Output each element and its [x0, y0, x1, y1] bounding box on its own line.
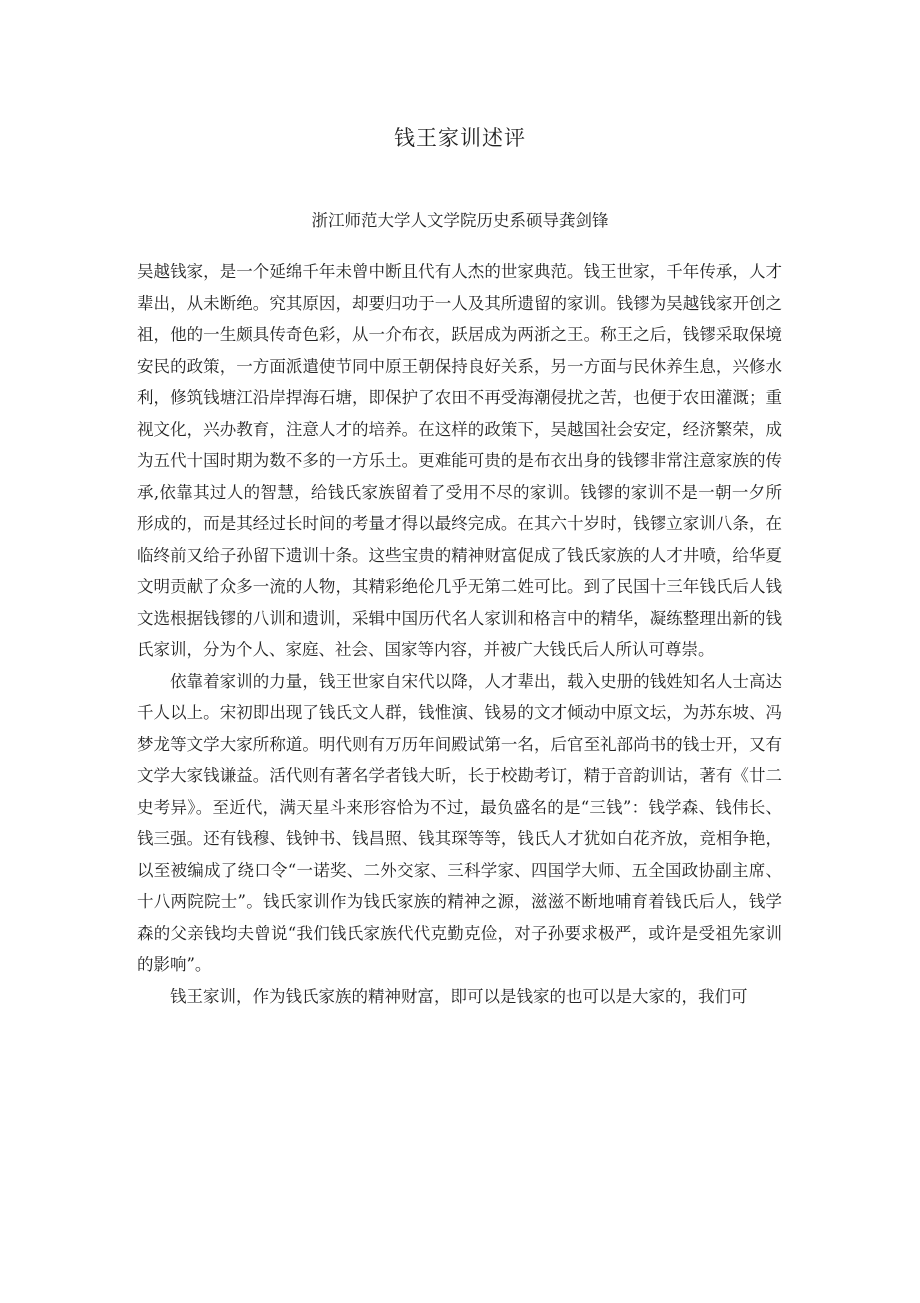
paragraph-1: 吴越钱家，是一个延绵千年未曾中断且代有人杰的世家典范。钱王世家，千年传承，人才辈出，从未断绝。究其原因，却要归功于一人及其所遗留的家训。钱镠为吴越钱家开创之祖，他的一生颇具传奇色彩，从一介布衣，跃居成为两浙之王。称王之后，钱镠采取保境安民的政策，一方面派遣使节同中原王朝保持良好关系，另一方面与民休养生息，兴修水利，修筑钱塘江沿岸捍海石塘，即保护了农田不再受海潮侵扰之苦，也便于农田灌溉；重视文化，兴办教育，注意人才的培养。在这样的政策下，吴越国社会安定，经济繁荣，成为五代十国时期为数不多的一方乐土。更难能可贵的是布衣出身的钱镠非常注意家族的传承,依靠其过人的智慧，给钱氏家族留着了受用不尽的家训。钱镠的家训不是一朝一夕所形成的，而是其经过长时间的考量才得以最终完成。在其六十岁时，钱镠立家训八条，在临终前又给子孙留下遗训十条。这些宝贵的精神财富促成了钱氏家族的人才井喷，给华夏文明贡献了众多一流的人物，其精彩绝伦几乎无第二姓可比。到了民国十三年钱氏后人钱文选根据钱镠的八训和遗训，采辑中国历代名人家训和格言中的精华，凝练整理出新的钱氏家训，分为个人、家庭、社会、国家等内容，并被广大钱氏后人所认可尊崇。 [137, 262, 782, 659]
document-title: 钱王家训述评 [394, 126, 526, 150]
paragraph-2: 依靠着家训的力量，钱王世家自宋代以降，人才辈出，载入史册的钱姓知名人士高达千人以上。宋初即出现了钱氏文人群，钱惟演、钱易的文才倾动中原文坛，为苏东坡、冯梦龙等文学大家所称道。明代则有万历年间殿试第一名，后官至礼部尚书的钱士开，又有文学大家钱谦益。活代则有著名学者钱大昕，长于校勘考订，精于音韵训诂，著有《廿二史考异》。至近代，满天星斗来形容恰为不过，最负盛名的是“三钱”：钱学森、钱伟长、钱三强。还有钱穆、钱钟书、钱昌照、钱其琛等等，钱氏人才犹如白花齐放，竞相争艳，以至被编成了绕口令“一诺奖、二外交家、三科学家、四国学大师、五全国政协副主席、十八两院院士”。钱氏家训作为钱氏家族的精神之源，滋滋不断地哺育着钱氏后人，钱学森的父亲钱均夫曾说“我们钱氏家族代代克勤克俭，对子孙要求极严，或许是受祖先家训的影响”。 [137, 671, 782, 974]
document-body [137, 256, 782, 1012]
paragraph-3: 钱王家训，作为钱氏家族的精神财富，即可以是钱家的也可以是大家的，我们可 [170, 986, 748, 1006]
document-author: 浙江师范大学人文学院历史系硕导龚剑锋 [311, 211, 609, 230]
